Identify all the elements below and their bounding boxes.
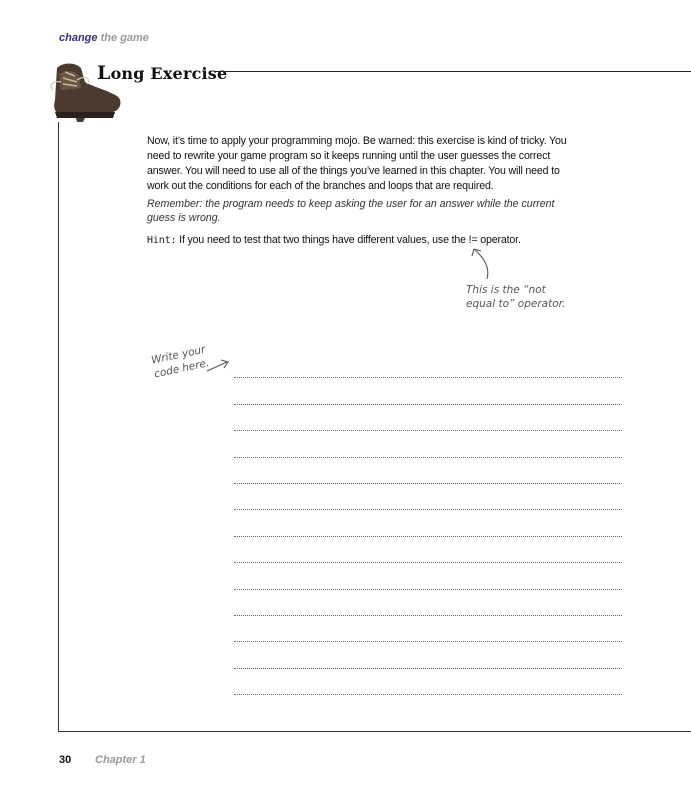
code-write-line[interactable] <box>234 642 622 668</box>
operator-arrow-icon <box>475 250 488 279</box>
title-rule <box>215 71 691 72</box>
exercise-title-cap: L <box>97 62 111 84</box>
code-writing-area <box>234 352 622 695</box>
page-footer <box>59 754 146 766</box>
running-head <box>59 32 149 44</box>
code-annotation: Write your code here. <box>150 343 211 381</box>
operator-arrowhead-icon <box>472 249 481 256</box>
hint-label: Hint: <box>147 235 177 246</box>
chapter-label: Chapter 1 <box>95 754 146 766</box>
code-write-line[interactable] <box>234 484 622 510</box>
code-write-line[interactable] <box>234 537 622 563</box>
code-write-line[interactable] <box>234 669 622 695</box>
exercise-title <box>97 62 227 84</box>
code-write-line[interactable] <box>234 458 622 484</box>
code-write-line[interactable] <box>234 510 622 536</box>
code-write-line[interactable] <box>234 431 622 457</box>
section-title-rest: the game <box>100 32 149 44</box>
code-write-line[interactable] <box>234 563 622 589</box>
frame-left-border <box>58 122 59 732</box>
remember-note: Remember: the program needs to keep asking the user for an answer while the current guess is wrong. <box>147 198 555 224</box>
operator-annotation: This is the “not equal to” operator. <box>466 284 566 310</box>
frame-bottom-border <box>58 731 691 732</box>
code-write-line[interactable] <box>234 405 622 431</box>
code-write-line[interactable] <box>234 590 622 616</box>
page-number: 30 <box>59 754 72 766</box>
intro-text: Now, it’s time to apply your programming mojo. Be warned: this exercise is kind of tricky. You need to rewrite your game program so it keeps running until the user guesses the correct answer. You will need to use all of the things you’ve learned in this chapter. You will need to work out the conditions for each of the branches and loops that are required. <box>147 135 567 192</box>
code-write-line[interactable] <box>234 352 622 378</box>
code-write-line[interactable] <box>234 378 622 404</box>
hint-text: If you need to test that two things have different values, use the != operator. <box>179 234 521 246</box>
section-title-bold: change <box>59 32 98 44</box>
code-write-line[interactable] <box>234 616 622 642</box>
exercise-title-rest: ong Exercise <box>110 64 228 83</box>
hint-paragraph <box>147 233 521 248</box>
intro-paragraph <box>147 134 577 194</box>
